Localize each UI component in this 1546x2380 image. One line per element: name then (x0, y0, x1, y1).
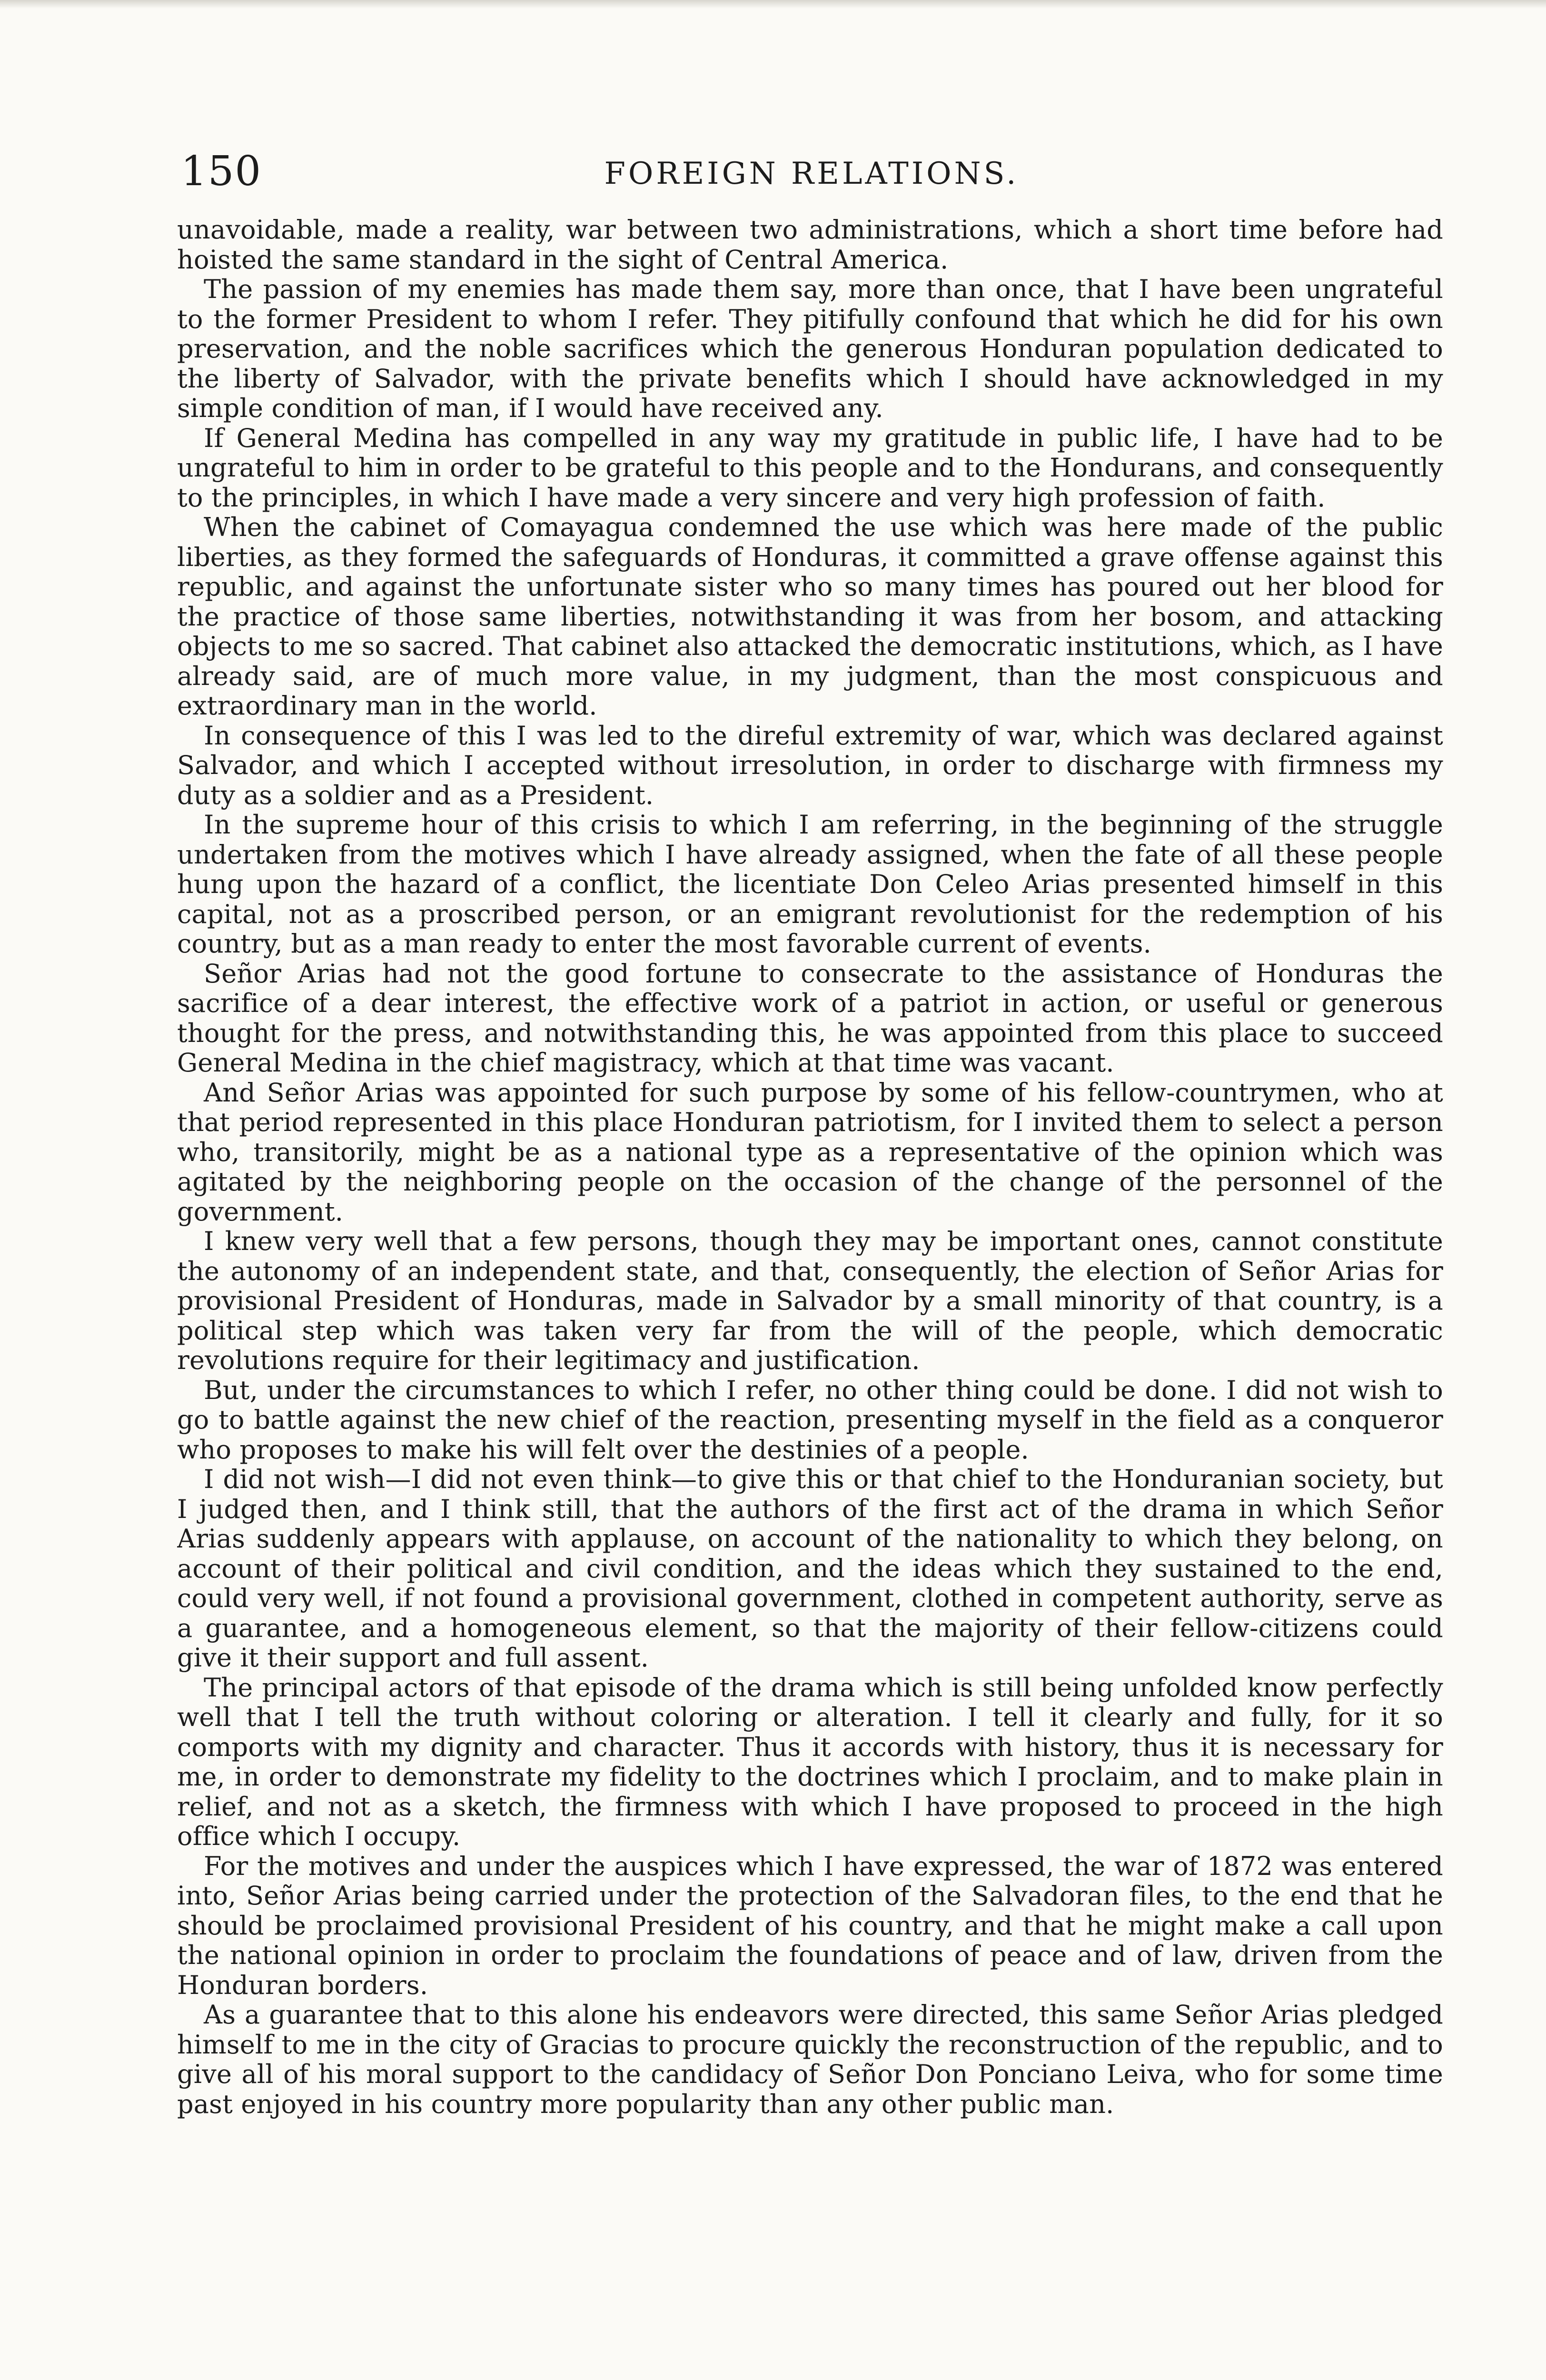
running-head: FOREIGN RELATIONS. (604, 156, 1019, 191)
paragraph: When the cabinet of Comayagua condemned the use which was here made of the public liberties, as they formed the safeguards of Honduras, it committed a grave offense against this republic, and against the unfortunate sister who so many times has poured out her blood for the practice of those same liberties, notwithstanding it was from her bosom, and attacking objects to me so sacred. That cabinet also attacked the democratic institutions, which, as I have already said, are of much more value, in my judgment, than the most conspicuous and extraordinary man in the world. (177, 512, 1443, 721)
page-header (181, 145, 1442, 198)
page-number: 150 (181, 148, 262, 195)
paragraph: I did not wish—I did not even think—to give this or that chief to the Honduranian society, but I judged then, and I think still, that the authors of the first act of the drama in which Señor Arias suddenly appears with applause, on account of the nationality to which they belong, on account of their political and civil condition, and the ideas which they sustained to the end, could very well, if not found a provisional government, clothed in competent authority, serve as a guarantee, and a homogeneous element, so that the majority of their fellow-citizens could give it their support and full assent. (177, 1464, 1443, 1673)
paragraph: In the supreme hour of this crisis to which I am referring, in the beginning of the struggle undertaken from the motives which I have already assigned, when the fate of all these people hung upon the hazard of a conflict, the licentiate Don Celeo Arias presented himself in this capital, not as a proscribed person, or an emigrant revolutionist for the redemption of his country, but as a man ready to enter the most favorable current of events. (177, 810, 1443, 959)
paragraph: And Señor Arias was appointed for such purpose by some of his fellow-countrymen, who at that period represented in this place Honduran patriotism, for I invited them to select a person who, transitorily, might be as a national type as a representative of the opinion which was agitated by the neighboring people on the occasion of the change of the personnel of the government. (177, 1077, 1443, 1227)
paragraph: Señor Arias had not the good fortune to consecrate to the assistance of Honduras the sacrifice of a dear interest, the effective work of a patriot in action, or useful or generous thought for the press, and notwithstanding this, he was appointed from this place to succeed General Medina in the chief magistracy, which at that time was vacant. (177, 958, 1443, 1078)
paragraph: unavoidable, made a reality, war between two administrations, which a short time before had hoisted the same standard in the sight of Central America. (177, 215, 1443, 275)
paragraph: For the motives and under the auspices which I have expressed, the war of 1872 was entered into, Señor Arias being carried under the protection of the Salvadoran files, to the end that he should be proclaimed provisional President of his country, and that he might make a call upon the national opinion in order to proclaim the foundations of peace and of law, driven from the Honduran borders. (177, 1851, 1443, 2000)
paragraph: In consequence of this I was led to the direful extremity of war, which was declared against Salvador, and which I accepted without irresolution, in order to discharge with firmness my duty as a soldier and as a President. (177, 720, 1443, 810)
body-text (177, 215, 1443, 2367)
paragraph: I knew very well that a few persons, though they may be important ones, cannot constitute the autonomy of an independent state, and that, consequently, the election of Señor Arias for provisional President of Honduras, made in Salvador by a small minority of that country, is a political step which was taken very far from the will of the people, which democratic revolutions require for their legitimacy and justification. (177, 1226, 1443, 1375)
paragraph: If General Medina has compelled in any way my gratitude in public life, I have had to be ungrateful to him in order to be grateful to this people and to the Hondurans, and consequently to the principles, in which I have made a very sincere and very high profession of faith. (177, 423, 1443, 513)
paragraph: The passion of my enemies has made them say, more than once, that I have been ungrateful to the former President to whom I refer. They pitifully confound that which he did for his own preservation, and the noble sacrifices which the generous Honduran population dedicated to the liberty of Salvador, with the private benefits which I should have acknowledged in my simple condition of man, if I would have received any. (177, 274, 1443, 423)
scan-edge (0, 0, 1546, 9)
paragraph: As a guarantee that to this alone his endeavors were directed, this same Señor Arias pledged himself to me in the city of Gracias to procure quickly the reconstruction of the republic, and to give all of his moral support to the candidacy of Señor Don Ponciano Leiva, who for some time past enjoyed in his country more popularity than any other public man. (177, 2000, 1443, 2119)
paragraph: But, under the circumstances to which I refer, no other thing could be done. I did not wish to go to battle against the new chief of the reaction, presenting myself in the field as a conqueror who proposes to make his will felt over the destinies of a people. (177, 1375, 1443, 1465)
paragraph: The principal actors of that episode of the drama which is still being unfolded know perfectly well that I tell the truth without coloring or alteration. I tell it clearly and fully, for it so comports with my dignity and character. Thus it accords with history, thus it is necessary for me, in order to demonstrate my fidelity to the doctrines which I proclaim, and to make plain in relief, and not as a sketch, the firmness with which I have proposed to proceed in the high office which I occupy. (177, 1672, 1443, 1851)
